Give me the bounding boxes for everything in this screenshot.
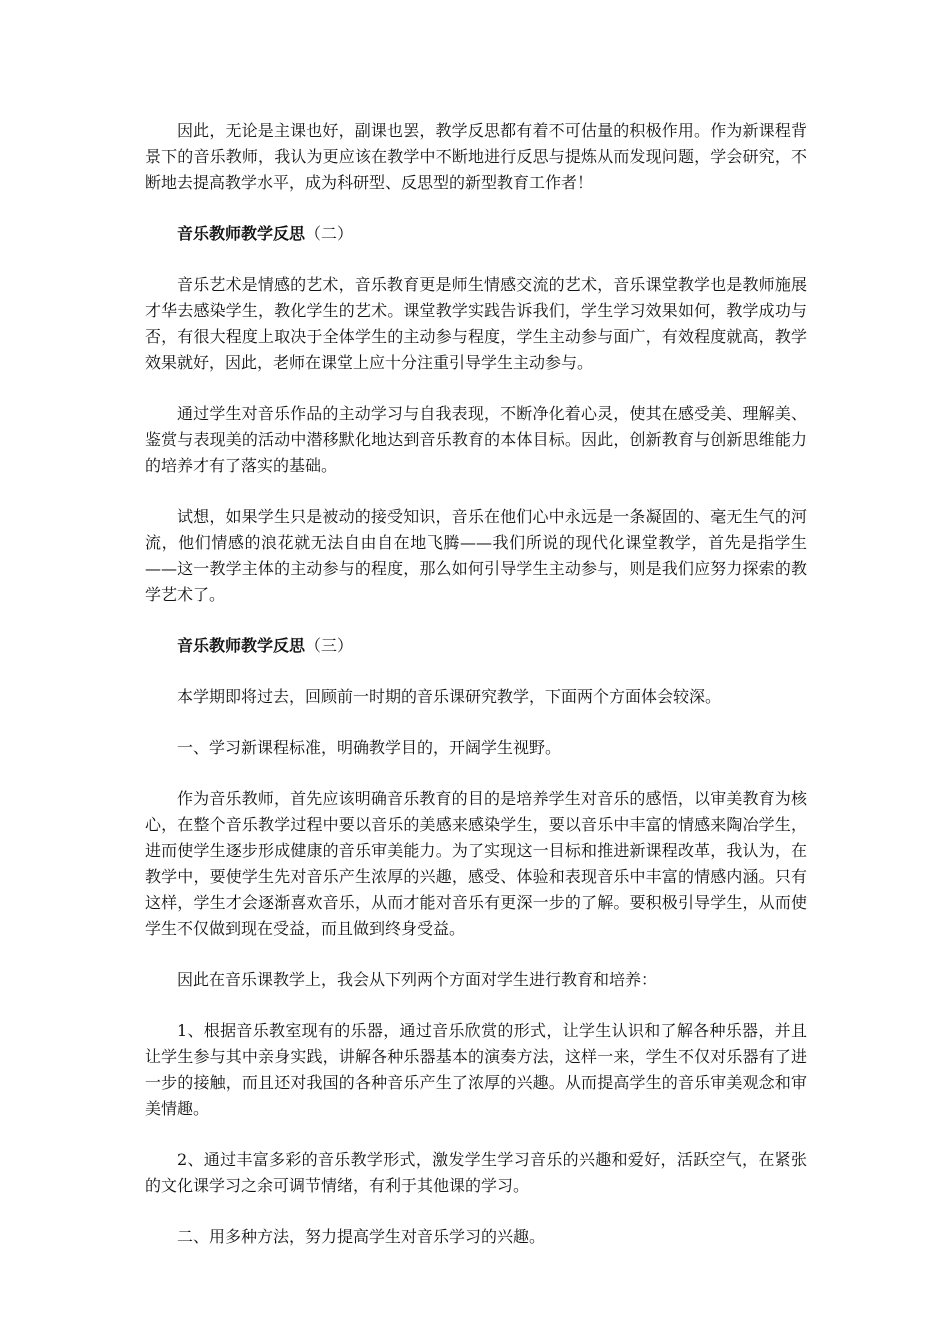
paragraph-conclusion: 因此，无论是主课也好，副课也罢，教学反思都有着不可估量的积极作用。作为新课程背景下的音乐教师，我认为更应该在教学中不断地进行反思与提炼从而发现问题，学会研究，不断地去提高教学水平，成为科研型、反思型的新型教育工作者！: [145, 121, 807, 192]
list-item-instruments: 1、根据音乐教室现有的乐器，通过音乐欣赏的形式，让学生认识和了解各种乐器，并且让学生参与其中亲身实践，讲解各种乐器基本的演奏方法，这样一来，学生不仅对乐器有了进一步的接触，而且还对我国的各种音乐产生了浓厚的兴趣。从而提高学生的音乐审美观念和审美情趣。: [145, 1021, 807, 1118]
list-heading-one: 一、学习新课程标准，明确教学目的，开阔学生视野。: [177, 738, 562, 757]
heading-title: 音乐教师教学反思: [177, 224, 306, 243]
paragraph-music-art: 音乐艺术是情感的艺术，音乐教育更是师生情感交流的艺术，音乐课堂教学也是教师施展才华去感染学生，教化学生的艺术。课堂教学实践告诉我们，学生学习效果如何，教学成功与否，有很大程度上取决于全体学生的主动参与程度，学生主动参与面广，有效程度就高，教学效果就好，因此，老师在课堂上应十分注重引导学生主动参与。: [145, 275, 807, 372]
paragraph-teacher-goals: 作为音乐教师，首先应该明确音乐教育的目的是培养学生对音乐的感悟，以审美教育为核心，在整个音乐教学过程中要以音乐的美感来感染学生，要以音乐中丰富的情感来陶冶学生，进而使学生逐步形成健康的音乐审美能力。为了实现这一目标和推进新课程改革，我认为，在教学中，要使学生先对音乐产生浓厚的兴趣，感受、体验和表现音乐中丰富的情感内涵。只有这样，学生才会逐渐喜欢音乐，从而才能对音乐有更深一步的了解。要积极引导学生，从而使学生不仅做到现在受益，而且做到终身受益。: [145, 789, 807, 938]
heading-title: 音乐教师教学反思: [177, 636, 306, 655]
paragraph-semester-review: 本学期即将过去，回顾前一时期的音乐课研究教学，下面两个方面体会较深。: [177, 687, 722, 706]
list-item-teaching-forms: 2、通过丰富多彩的音乐教学形式，激发学生学习音乐的兴趣和爱好，活跃空气，在紧张的文化课学习之余可调节情绪，有利于其他课的学习。: [145, 1150, 807, 1195]
heading-number: （三）: [305, 636, 354, 655]
section-heading-3: [145, 633, 807, 659]
paragraph-active-learning: 通过学生对音乐作品的主动学习与自我表现，不断净化着心灵，使其在感受美、理解美、鉴赏与表现美的活动中潜移默化地达到音乐教育的本体目标。因此，创新教育与创新思维能力的培养才有了落实的基础。: [145, 404, 807, 475]
heading-number: （二）: [305, 224, 354, 243]
paragraph-two-aspects: 因此在音乐课教学上，我会从下列两个方面对学生进行教育和培养：: [177, 970, 658, 989]
list-heading-two: 二、用多种方法，努力提高学生对音乐学习的兴趣。: [177, 1227, 546, 1246]
section-heading-2: [145, 221, 807, 247]
document-body: [145, 118, 807, 1275]
paragraph-passive-learning: 试想，如果学生只是被动的接受知识，音乐在他们心中永远是一条凝固的、毫无生气的河流，他们情感的浪花就无法自由自在地飞腾——我们所说的现代化课堂教学，首先是指学生——这一教学主体的主动参与的程度，那么如何引导学生主动参与，则是我们应努力探索的教学艺术了。: [145, 507, 807, 604]
